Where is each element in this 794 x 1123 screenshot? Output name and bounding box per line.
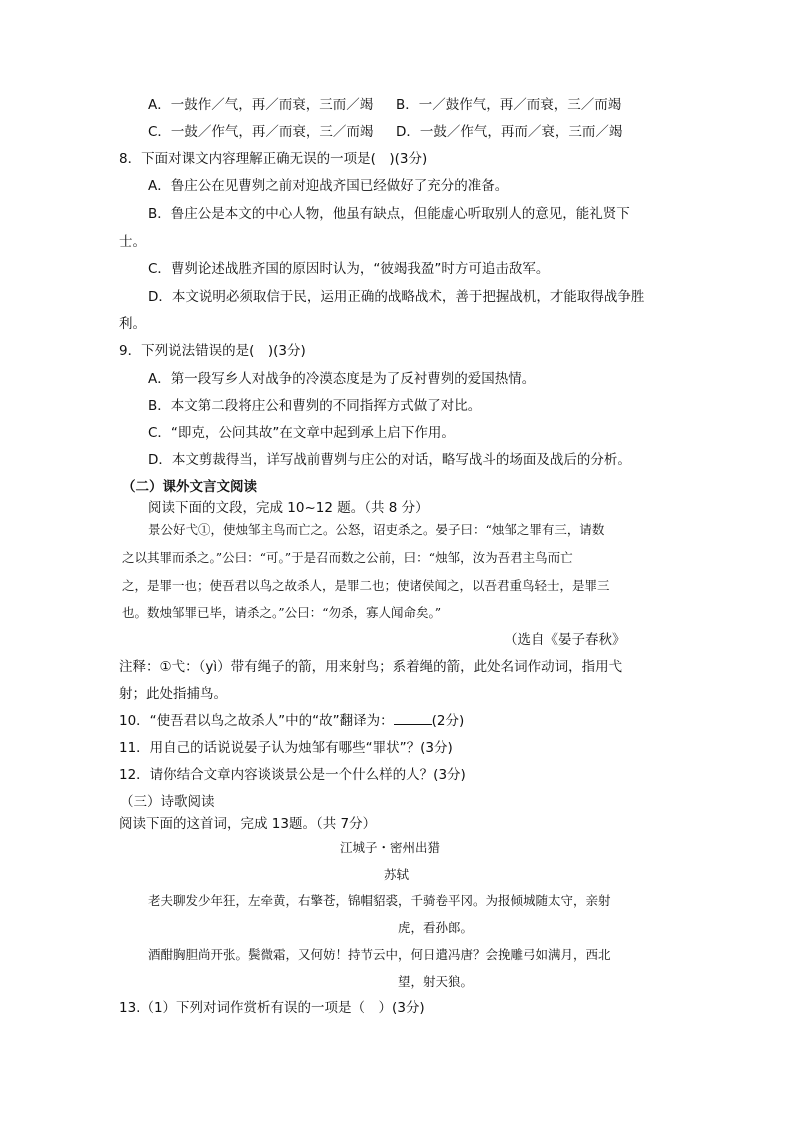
answer-blank <box>394 712 432 725</box>
q9-option-a: A．第一段写乡人对战争的冷漠态度是为了反衬曹刿的爱国热情。 <box>148 371 536 387</box>
q7-option-a: A．一鼓作／气，再／而衰，三而／竭 <box>148 97 374 113</box>
poem-line-1: 老夫聊发少年狂，左牵黄，右擎苍，锦帽貂裘，千骑卷平冈。为报倾城随太守，亲射 <box>148 893 611 908</box>
q7-option-c: C．一鼓／作气，再／而衰，三／而竭 <box>148 124 374 140</box>
poem-line-3: 酒酣胸胆尚开张。鬓微霜，又何妨！持节云中，何日遣冯唐？会挽雕弓如满月，西北 <box>148 947 611 962</box>
poem-author: 苏轼 <box>384 867 410 882</box>
q10 <box>119 712 464 730</box>
annotation-line-2: 射；此处指捕鸟。 <box>119 686 227 702</box>
section3-intro: 阅读下面的这首词，完成 13题。（共 7分） <box>119 816 377 832</box>
q9-option-b: B．本文第二段将庄公和曹刿的不同指挥方式做了对比。 <box>148 398 482 414</box>
section2-intro: 阅读下面的文段，完成 10~12 题。（共 8 分） <box>148 500 429 516</box>
q8-option-b-cont: 士。 <box>119 234 146 250</box>
q8-option-d: D．本文说明必须取信于民，运用正确的战略战术，善于把握战机，才能取得战争胜 <box>148 289 645 305</box>
section3-heading: （三）诗歌阅读 <box>120 794 215 810</box>
q9-option-c: C．“即克，公问其故”在文章中起到承上启下作用。 <box>148 425 455 441</box>
q8-option-a: A．鲁庄公在见曹刿之前对迎战齐国已经做好了充分的准备。 <box>148 178 509 194</box>
annotation-line-1: 注释：①弋：（yì）带有绳子的箭，用来射鸟；系着绳的箭，此处名词作动词，指用弋 <box>119 659 623 675</box>
q9-option-d: D．本文剪裁得当，详写战前曹刿与庄公的对话，略写战斗的场面及战后的分析。 <box>148 452 631 468</box>
q10-text: 10．“使吾君以鸟之故杀人”中的“故”翻译为： <box>119 713 394 729</box>
poem-line-2: 虎，看孙郎。 <box>398 920 474 935</box>
passage-line-1: 景公好弋①，使烛邹主鸟而亡之。公怒，诏吏杀之。晏子曰：“烛邹之罪有三，请数 <box>148 522 605 537</box>
q13: 13.（1）下列对词作赏析有误的一项是（ ）(3分) <box>119 1000 425 1016</box>
q7-option-b: B．一／鼓作气，再／而衰，三／而竭 <box>396 97 622 113</box>
passage-line-2: 之以其罪而杀之。”公曰：“可。”于是召而数之公前，曰：“烛邹，汝为吾君主鸟而亡 <box>122 550 573 565</box>
section2-heading: （二）课外文言文阅读 <box>122 479 257 495</box>
q7-option-d: D．一鼓／作气，再而／衰，三而／竭 <box>396 124 623 140</box>
passage-line-4: 也。数烛邹罪已毕，请杀之。”公曰：“勿杀，寡人闻命矣。” <box>122 605 442 620</box>
q10-score: (2分) <box>431 713 465 729</box>
passage-line-3: 之，是罪一也；使吾君以鸟之故杀人，是罪二也；使诸侯闻之，以吾君重鸟轻士，是罪三 <box>122 578 610 593</box>
passage-source: （选自《晏子春秋》 <box>504 632 626 648</box>
poem-line-4: 望，射天狼。 <box>398 974 474 989</box>
q8-option-c: C．曹刿论述战胜齐国的原因时认为，“彼竭我盈”时方可追击敌军。 <box>148 261 550 277</box>
poem-title: 江城子・密州出猎 <box>340 840 441 855</box>
q8-option-d-cont: 利。 <box>119 316 146 332</box>
q12: 12．请你结合文章内容谈谈景公是一个什么样的人？(3分) <box>119 767 466 783</box>
q8-option-b: B．鲁庄公是本文的中心人物，他虽有缺点，但能虚心听取别人的意见，能礼贤下 <box>148 206 630 222</box>
q11: 11．用自己的话说说晏子认为烛邹有哪些“罪状”？(3分) <box>119 740 453 756</box>
q9-stem: 9．下列说法错误的是( )(3分) <box>119 343 306 359</box>
q8-stem: 8．下面对课文内容理解正确无误的一项是( )(3分) <box>119 151 428 167</box>
